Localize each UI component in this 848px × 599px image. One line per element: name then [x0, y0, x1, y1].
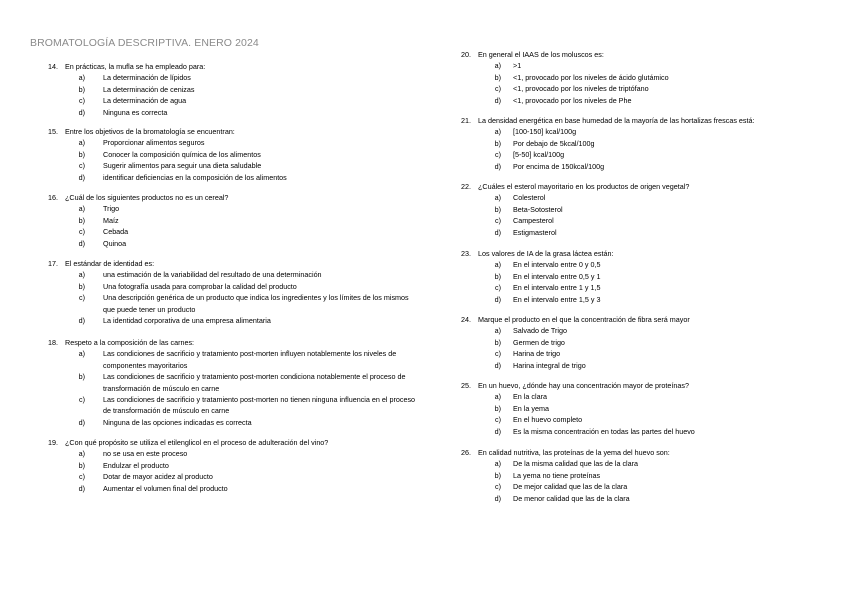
option-letter: c) — [495, 283, 501, 293]
option-text: Una descripción genérica de un producto que indica los ingredientes y los límites de los mismos que puede tener un producto — [103, 293, 409, 314]
question-text: El estándar de identidad es: — [65, 259, 155, 268]
option-text: Ninguna de las opciones indicadas es correcta — [103, 417, 252, 427]
option-text: La determinación de agua — [103, 96, 187, 106]
answer-option — [48, 226, 418, 237]
question-stem — [461, 115, 831, 126]
question-17 — [48, 258, 418, 326]
question-stem — [461, 380, 831, 391]
option-text: Campesterol — [513, 216, 554, 226]
option-letter: b) — [494, 72, 501, 82]
question-number: 24. — [461, 315, 471, 324]
answer-option — [461, 161, 831, 172]
option-letter: c) — [495, 84, 501, 94]
answer-option — [461, 259, 831, 270]
option-letter: d) — [494, 294, 501, 304]
option-letter: c) — [495, 150, 501, 160]
answer-option — [48, 483, 418, 494]
question-text: ¿Cuáles el esterol mayoritario en los productos de origen vegetal? — [478, 182, 690, 191]
option-text: Harina de trigo — [513, 349, 561, 359]
option-letter: b) — [78, 84, 85, 94]
answer-option — [48, 84, 418, 95]
answer-option — [461, 149, 831, 160]
option-letter: a) — [78, 73, 85, 83]
answer-option — [48, 95, 418, 106]
option-letter: d) — [78, 238, 85, 248]
answer-option — [48, 107, 418, 118]
answer-option — [48, 394, 418, 417]
question-26 — [461, 447, 831, 504]
answer-option — [48, 172, 418, 183]
question-23 — [461, 248, 831, 305]
option-text: De mejor calidad que las de la clara — [513, 482, 628, 492]
question-18 — [48, 337, 418, 428]
option-text: no se usa en este proceso — [103, 449, 188, 459]
question-text: Respeto a la composición de las carnes: — [65, 338, 195, 347]
option-text: Trigo — [103, 204, 120, 214]
question-text: En calidad nutritiva, las proteínas de la yema del huevo son: — [478, 448, 670, 457]
question-stem — [48, 126, 418, 137]
question-stem — [48, 437, 418, 448]
question-stem — [461, 49, 831, 60]
option-letter: a) — [494, 61, 501, 71]
question-stem — [48, 337, 418, 348]
question-text: En general el IAAS de los moluscos es: — [478, 50, 604, 59]
option-text: Las condiciones de sacrificio y tratamiento post-morten influyen notablemente los niveles de componentes mayoritarios — [103, 349, 397, 370]
option-text: Beta-Sotosterol — [513, 204, 563, 214]
question-text: ¿Con qué propósito se utiliza el etilenglicol en el proceso de adulteración del vino? — [65, 438, 329, 447]
answer-option — [461, 95, 831, 106]
question-stem — [48, 61, 418, 72]
answer-option — [461, 60, 831, 71]
question-20 — [461, 49, 831, 106]
question-24 — [461, 314, 831, 371]
option-text: Estigmasterol — [513, 227, 557, 237]
option-text: Una fotografía usada para comprobar la calidad del producto — [103, 281, 297, 291]
option-letter: d) — [494, 227, 501, 237]
answer-option — [48, 281, 418, 292]
answer-option — [48, 203, 418, 214]
option-letter: b) — [494, 271, 501, 281]
option-letter: d) — [78, 483, 85, 493]
option-letter: a) — [494, 392, 501, 402]
answer-option — [461, 325, 831, 336]
option-letter: a) — [494, 260, 501, 270]
option-text: Germen de trigo — [513, 337, 565, 347]
answer-option — [48, 460, 418, 471]
option-letter: c) — [79, 395, 85, 405]
question-text: Entre los objetivos de la bromatología se encuentran: — [65, 127, 235, 136]
option-text: una estimación de la variabilidad del resultado de una determinación — [103, 270, 322, 280]
option-text: Quinoa — [103, 238, 127, 248]
option-text: Las condiciones de sacrificio y tratamiento post-morten condiciona notablemente el proceso de transformación de músculo en carne — [103, 372, 406, 393]
answer-option — [461, 72, 831, 83]
option-letter: b) — [78, 281, 85, 291]
option-text: La determinación de lípidos — [103, 73, 191, 83]
option-text: En el intervalo entre 0 y 0,5 — [513, 260, 601, 270]
option-letter: d) — [78, 316, 85, 326]
option-text: <1, provocado por los niveles de ácido glutámico — [513, 72, 669, 82]
answer-option — [48, 348, 418, 371]
option-text: <1, provocado por los niveles de triptófano — [513, 84, 649, 94]
option-letter: c) — [79, 96, 85, 106]
answer-option — [461, 204, 831, 215]
question-text: Los valores de IA de la grasa láctea están: — [478, 249, 614, 258]
answer-option — [461, 360, 831, 371]
option-letter: b) — [494, 138, 501, 148]
option-text: >1 — [513, 61, 522, 71]
answer-option — [48, 160, 418, 171]
option-letter: b) — [78, 149, 85, 159]
option-letter: a) — [494, 326, 501, 336]
question-14 — [48, 61, 418, 118]
option-text: En el intervalo entre 1 y 1,5 — [513, 283, 601, 293]
question-number: 21. — [461, 116, 471, 125]
question-text: En un huevo, ¿dónde hay una concentración mayor de proteínas? — [478, 381, 689, 390]
option-letter: a) — [78, 349, 85, 359]
question-text: Marque el producto en el que la concentración de fibra será mayor — [478, 315, 690, 324]
answer-option — [461, 337, 831, 348]
answer-option — [48, 417, 418, 428]
option-text: De menor calidad que las de la clara — [513, 493, 630, 503]
option-text: En el intervalo entre 0,5 y 1 — [513, 271, 601, 281]
question-text: En prácticas, la mufla se ha empleado para: — [65, 62, 206, 71]
option-text: Sugerir alimentos para seguir una dieta saludable — [103, 161, 262, 171]
option-letter: b) — [494, 337, 501, 347]
option-letter: c) — [79, 161, 85, 171]
question-number: 15. — [48, 127, 58, 136]
question-19 — [48, 437, 418, 494]
answer-option — [48, 269, 418, 280]
option-letter: d) — [494, 426, 501, 436]
option-text: Conocer la composición química de los alimentos — [103, 149, 261, 159]
answer-option — [461, 391, 831, 402]
option-text: Aumentar el volumen final del producto — [103, 483, 228, 493]
option-text: Por encima de 150kcal/100g — [513, 161, 605, 171]
answer-option — [461, 470, 831, 481]
answer-option — [48, 471, 418, 482]
answer-option — [461, 83, 831, 94]
option-text: Harina integral de trigo — [513, 360, 586, 370]
option-text: Proporcionar alimentos seguros — [103, 138, 205, 148]
question-stem — [461, 181, 831, 192]
option-text: [100-150] kcal/100g — [513, 127, 577, 137]
option-letter: b) — [494, 403, 501, 413]
option-letter: b) — [78, 215, 85, 225]
option-letter: c) — [495, 415, 501, 425]
question-number: 25. — [461, 381, 471, 390]
option-letter: c) — [79, 227, 85, 237]
option-text: La identidad corporativa de una empresa alimentaria — [103, 316, 271, 326]
answer-option — [48, 72, 418, 83]
option-text: Ninguna es correcta — [103, 107, 168, 117]
option-text: En el huevo completo — [513, 415, 583, 425]
answer-option — [461, 126, 831, 137]
option-text: Maíz — [103, 215, 119, 225]
option-letter: d) — [494, 360, 501, 370]
question-16 — [48, 192, 418, 249]
question-25 — [461, 380, 831, 437]
option-letter: a) — [78, 204, 85, 214]
option-text: En el intervalo entre 1,5 y 3 — [513, 294, 601, 304]
question-stem — [461, 248, 831, 259]
option-text: La yema no tiene proteínas — [513, 470, 601, 480]
question-number: 16. — [48, 193, 58, 202]
question-number: 20. — [461, 50, 471, 59]
answer-option — [461, 458, 831, 469]
answer-option — [48, 315, 418, 326]
question-number: 22. — [461, 182, 471, 191]
option-letter: c) — [79, 293, 85, 303]
answer-option — [461, 348, 831, 359]
option-text: [5-50] kcal/100g — [513, 150, 565, 160]
question-stem — [48, 192, 418, 203]
answer-option — [48, 448, 418, 459]
answer-option — [461, 271, 831, 282]
option-letter: a) — [78, 449, 85, 459]
option-text: Colesterol — [513, 193, 546, 203]
question-number: 26. — [461, 448, 471, 457]
answer-option — [48, 292, 418, 315]
question-number: 14. — [48, 62, 58, 71]
answer-option — [461, 426, 831, 437]
option-text: Es la misma concentración en todas las partes del huevo — [513, 426, 695, 436]
question-number: 18. — [48, 338, 58, 347]
option-letter: d) — [494, 493, 501, 503]
option-text: <1, provocado por los niveles de Phe — [513, 95, 632, 105]
option-letter: b) — [78, 460, 85, 470]
answer-option — [461, 138, 831, 149]
question-number: 23. — [461, 249, 471, 258]
answer-option — [48, 215, 418, 226]
option-letter: d) — [78, 107, 85, 117]
answer-option — [48, 149, 418, 160]
question-stem — [461, 314, 831, 325]
answer-option — [461, 192, 831, 203]
question-stem — [48, 258, 418, 269]
question-text: ¿Cuál de los siguientes productos no es un cereal? — [65, 193, 229, 202]
option-letter: d) — [494, 161, 501, 171]
option-letter: c) — [495, 349, 501, 359]
option-letter: b) — [494, 470, 501, 480]
option-letter: a) — [78, 270, 85, 280]
option-letter: b) — [78, 372, 85, 382]
option-text: Cebada — [103, 227, 129, 237]
answer-option — [461, 215, 831, 226]
option-text: identificar deficiencias en la composición de los alimentos — [103, 172, 287, 182]
answer-option — [461, 282, 831, 293]
question-15 — [48, 126, 418, 183]
option-letter: c) — [495, 216, 501, 226]
option-text: Las condiciones de sacrificio y tratamiento post-morten no tienen ninguna influencia en el proceso de transformación de músculo en carne — [103, 395, 416, 416]
option-letter: d) — [78, 172, 85, 182]
option-text: En la yema — [513, 403, 549, 413]
question-text: La densidad energética en base humedad de la mayoría de las hortalizas frescas está: — [478, 116, 755, 125]
question-21 — [461, 115, 831, 172]
option-letter: b) — [494, 204, 501, 214]
answer-option — [461, 227, 831, 238]
question-stem — [461, 447, 831, 458]
answer-option — [461, 481, 831, 492]
answer-option — [461, 294, 831, 305]
answer-option — [48, 137, 418, 148]
option-letter: d) — [494, 95, 501, 105]
option-letter: a) — [494, 193, 501, 203]
answer-option — [48, 238, 418, 249]
question-number: 19. — [48, 438, 58, 447]
option-text: La determinación de cenizas — [103, 84, 195, 94]
document-header: BROMATOLOGÍA DESCRIPTIVA. ENERO 2024 — [30, 37, 259, 49]
question-number: 17. — [48, 259, 58, 268]
option-text: Endulzar el producto — [103, 460, 169, 470]
option-letter: d) — [78, 417, 85, 427]
option-letter: c) — [79, 472, 85, 482]
option-letter: a) — [494, 127, 501, 137]
answer-option — [48, 371, 418, 394]
question-22 — [461, 181, 831, 238]
option-text: De la misma calidad que las de la clara — [513, 459, 639, 469]
answer-option — [461, 414, 831, 425]
answer-option — [461, 493, 831, 504]
option-letter: c) — [495, 482, 501, 492]
option-text: Salvado de Trigo — [513, 326, 567, 336]
answer-option — [461, 403, 831, 414]
option-text: Por debajo de 5kcal/100g — [513, 138, 595, 148]
option-text: Dotar de mayor acidez al producto — [103, 472, 213, 482]
option-letter: a) — [78, 138, 85, 148]
option-letter: a) — [494, 459, 501, 469]
option-text: En la clara — [513, 392, 547, 402]
